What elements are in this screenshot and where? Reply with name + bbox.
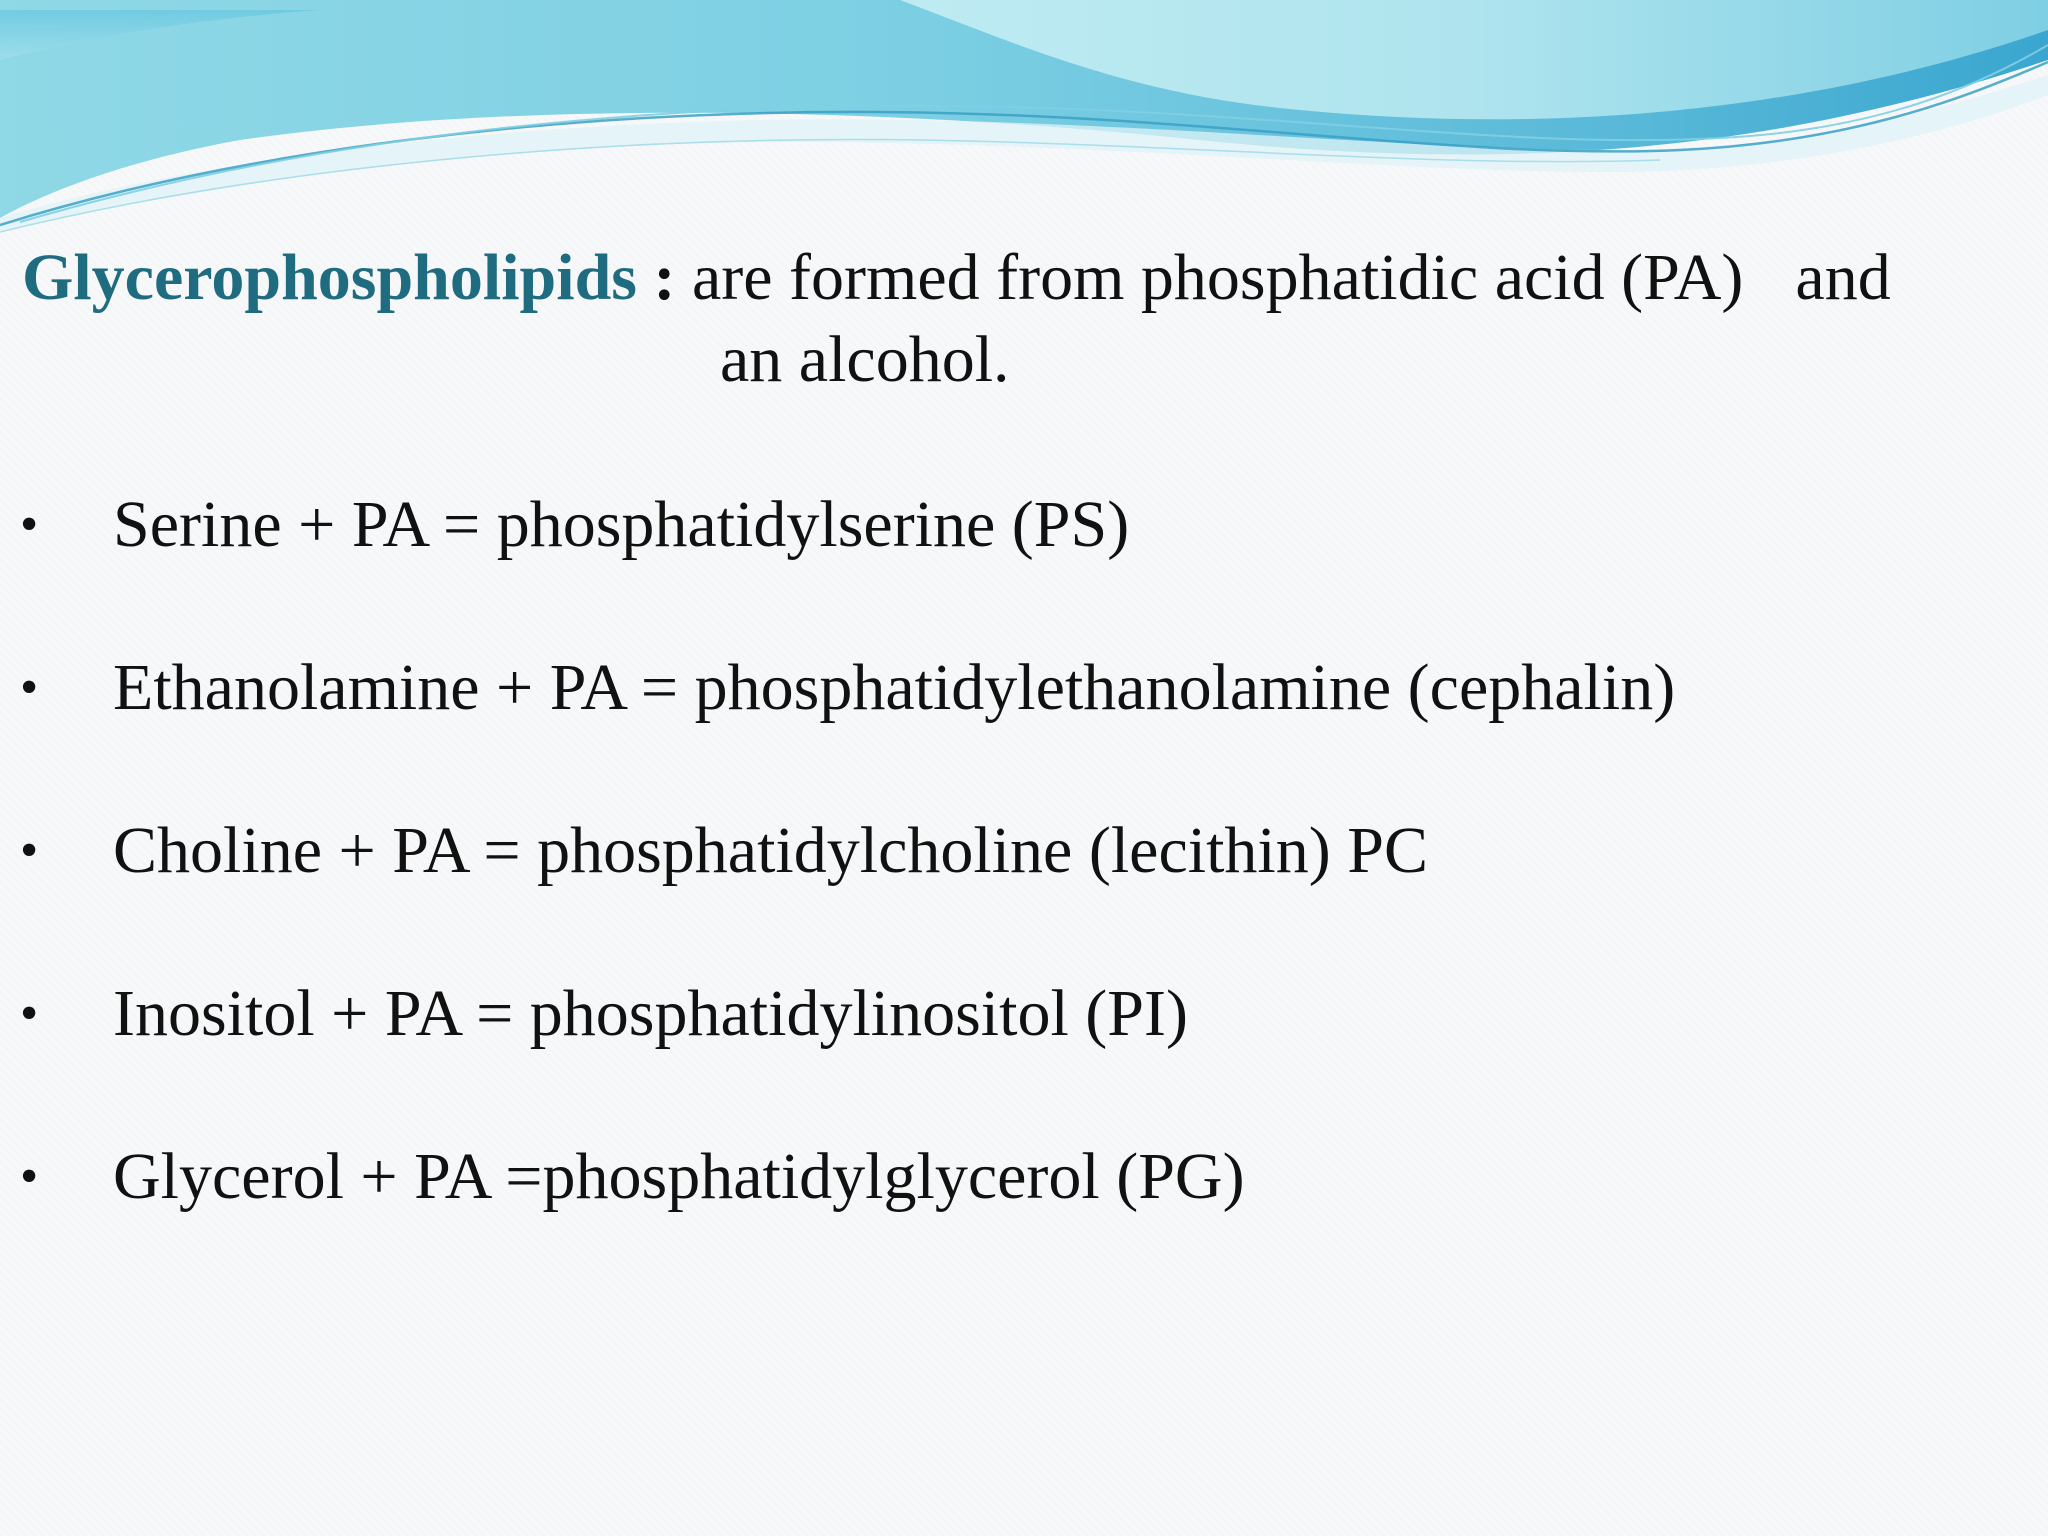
- intro-and: and: [1795, 241, 1891, 314]
- intro-paragraph-line1: [22, 236, 1891, 320]
- list-item-text: Ethanolamine + PA = phosphatidylethanolamine (cephalin): [113, 651, 1676, 724]
- list-item-text: Inositol + PA = phosphatidylinositol (PI): [113, 977, 1188, 1050]
- bullet-icon: •: [20, 1148, 39, 1205]
- intro-text: are formed from phosphatidic acid (PA): [691, 241, 1744, 314]
- bullet-icon: •: [20, 659, 39, 716]
- intro-paragraph-line2: an alcohol.: [720, 323, 1010, 396]
- list-item-text: Choline + PA = phosphatidylcholine (lecithin) PC: [113, 814, 1428, 887]
- list-item-text: Glycerol + PA =phosphatidylglycerol (PG): [113, 1140, 1245, 1213]
- heading-colon: :: [653, 241, 676, 314]
- heading-term: Glycerophospholipids: [22, 241, 637, 314]
- bullet-icon: •: [20, 985, 39, 1042]
- bullet-icon: •: [20, 496, 39, 553]
- bullet-icon: •: [20, 822, 39, 879]
- list-item-text: Serine + PA = phosphatidylserine (PS): [113, 488, 1130, 561]
